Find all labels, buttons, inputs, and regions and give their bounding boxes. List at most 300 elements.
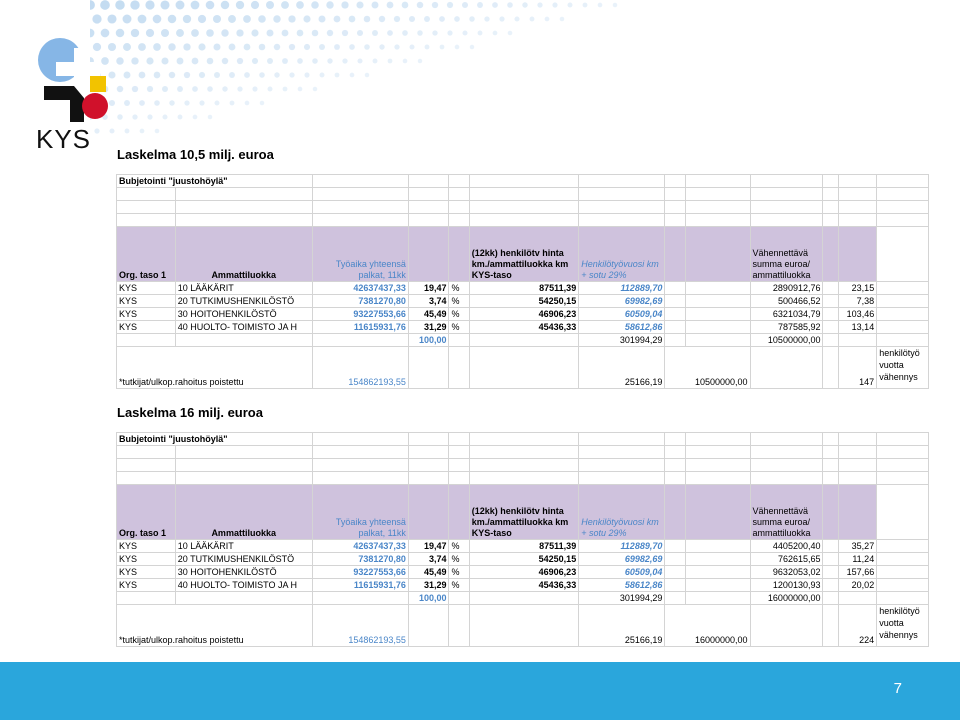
decorative-dot	[613, 3, 618, 8]
decorative-dot	[350, 73, 355, 78]
decorative-dot	[373, 59, 378, 64]
sheet-cell	[665, 188, 685, 201]
org-cell: KYS	[117, 566, 176, 579]
total-personyear: 301994,29	[579, 592, 665, 605]
sheet-cell	[665, 472, 685, 485]
decorative-dot	[228, 15, 236, 23]
footer-personyear: 25166,19	[579, 605, 665, 647]
budget-label-row	[117, 433, 929, 446]
percent-cell: 31,29	[408, 321, 449, 334]
class-cell: 10 LÄÄKÄRIT	[175, 282, 312, 295]
sheet-cell	[449, 605, 469, 647]
decorative-dot	[320, 73, 325, 78]
sheet-cell	[449, 472, 469, 485]
decorative-dot	[327, 58, 332, 63]
sheet-cell	[823, 579, 838, 592]
sheet-cell	[665, 334, 685, 347]
decorative-dot	[560, 17, 565, 22]
decorative-dot	[139, 100, 145, 106]
sheet-cell	[685, 334, 750, 347]
sheet-cell	[838, 472, 877, 485]
sheet-cell	[877, 459, 929, 472]
decorative-dot	[115, 0, 125, 10]
decorative-dot	[507, 2, 513, 8]
reduction-cell: 1200130,93	[750, 579, 823, 592]
decorative-dot	[214, 100, 219, 105]
personyear-cell: 60509,04	[579, 308, 665, 321]
header-class: Ammattiluokka	[175, 485, 312, 540]
data-row	[117, 321, 929, 334]
decorative-dot	[454, 16, 460, 22]
sheet-cell	[823, 592, 838, 605]
sheet-cell	[750, 472, 823, 485]
sheet-cell	[579, 472, 665, 485]
sheet-cell	[877, 553, 929, 566]
header-personyear: Henkilötyövuosi km + sotu 29%	[579, 227, 665, 282]
sheet-cell	[685, 201, 750, 214]
sheet-cell	[117, 459, 176, 472]
decorative-dot	[440, 45, 445, 50]
decorative-dot	[199, 100, 204, 105]
decorative-dot	[213, 15, 221, 23]
decorative-dot	[274, 44, 280, 50]
decorative-dot	[462, 30, 467, 35]
decorative-dot	[230, 101, 235, 106]
decorative-dot	[184, 72, 190, 78]
sheet-cell	[685, 295, 750, 308]
decorative-dot	[229, 44, 236, 51]
salary-cell: 93227553,66	[312, 308, 408, 321]
decorative-dot	[304, 44, 310, 50]
decorative-dot	[342, 30, 348, 36]
percent-unit-cell: %	[449, 579, 469, 592]
footer-count: 147	[838, 347, 877, 389]
sheet-cell	[408, 446, 449, 459]
decorative-dot	[394, 44, 399, 49]
decorative-dot	[123, 43, 131, 51]
sheet-cell	[665, 227, 685, 282]
decorative-dot	[161, 29, 169, 37]
sheet-cell	[685, 433, 750, 446]
decorative-dot	[327, 30, 333, 36]
sheet-cell	[665, 295, 685, 308]
decorative-dot	[169, 72, 175, 78]
sheet-cell	[449, 175, 469, 188]
class-cell: 30 HOITOHENKILÖSTÖ	[175, 566, 312, 579]
header-worktime: Työaika yhteensä palkat, 11kk	[312, 227, 408, 282]
sheet-cell	[665, 446, 685, 459]
sheet-cell	[823, 433, 838, 446]
decorative-dot	[387, 30, 393, 36]
decorative-dot	[312, 30, 319, 37]
percent-cell: 19,47	[408, 282, 449, 295]
percent-unit-cell: %	[449, 553, 469, 566]
salary-cell: 11615931,76	[312, 321, 408, 334]
decorative-dot	[116, 29, 125, 38]
decorative-dot	[259, 44, 266, 51]
sheet-cell	[823, 188, 838, 201]
decorative-dot	[552, 2, 557, 7]
decorative-dot	[252, 58, 258, 64]
sheet-cell	[408, 472, 449, 485]
decorative-dot	[244, 44, 251, 51]
decorative-dot	[289, 72, 294, 77]
sheet-cell	[469, 175, 578, 188]
decorative-dot	[245, 101, 250, 106]
percent-unit-cell: %	[449, 308, 469, 321]
decorative-dot	[522, 2, 527, 7]
decorative-dot	[484, 16, 489, 21]
section-title-1: Laskelma 10,5 milj. euroa	[117, 147, 274, 162]
footer-amount: 10500000,00	[665, 347, 750, 389]
decorative-dot	[478, 31, 483, 36]
decorative-dot	[297, 30, 304, 37]
decorative-dot	[357, 58, 362, 63]
header-org: Org. taso 1	[117, 485, 176, 540]
sheet-cell	[685, 553, 750, 566]
sheet-cell	[877, 188, 929, 201]
decorative-dot	[206, 1, 215, 10]
data-row	[117, 282, 929, 295]
sheet-cell	[750, 605, 823, 647]
decorative-dot	[117, 114, 122, 119]
sheet-cell	[312, 433, 408, 446]
sheet-cell	[685, 227, 750, 282]
decorative-dot	[267, 58, 273, 64]
decorative-dot	[455, 45, 460, 50]
sheet-cell	[408, 201, 449, 214]
sheet-cell	[665, 553, 685, 566]
decorative-dot	[379, 16, 385, 22]
decorative-dot	[266, 29, 273, 36]
sheet-cell	[685, 321, 750, 334]
sheet-cell	[469, 446, 578, 459]
decorative-dot	[493, 31, 498, 36]
sheet-cell	[838, 446, 877, 459]
decorative-dot	[183, 43, 190, 50]
sheet-cell	[408, 214, 449, 227]
sheet-cell	[877, 472, 929, 485]
footer-row	[117, 605, 929, 647]
decorative-dot	[221, 1, 229, 9]
sheet-cell	[750, 433, 823, 446]
decorative-dot	[514, 16, 519, 21]
price-cell: 46906,23	[469, 566, 578, 579]
sheet-cell	[750, 188, 823, 201]
decorative-dot	[418, 59, 423, 64]
decorative-dot	[379, 44, 384, 49]
decorative-dot	[303, 15, 310, 22]
sheet-cell	[823, 553, 838, 566]
decorative-dot	[162, 86, 168, 92]
decorative-dot	[297, 58, 303, 64]
sheet-cell	[408, 188, 449, 201]
sheet-cell	[665, 540, 685, 553]
decorative-dot	[131, 57, 138, 64]
decorative-dot	[357, 30, 363, 36]
decorative-dot	[154, 72, 161, 79]
reduction-cell: 2890912,76	[750, 282, 823, 295]
sheet-cell	[685, 188, 750, 201]
decorative-dot	[439, 16, 445, 22]
decorative-dot	[222, 86, 227, 91]
decorative-dot	[304, 72, 309, 77]
decorative-dot	[139, 72, 146, 79]
decorative-dot	[125, 129, 130, 134]
decorative-dot	[298, 87, 303, 92]
decorative-dot	[356, 1, 363, 8]
sheet-cell	[823, 334, 838, 347]
price-cell: 45436,33	[469, 321, 578, 334]
decorative-dot	[177, 86, 183, 92]
sheet-cell	[877, 433, 929, 446]
sheet-cell	[838, 201, 877, 214]
decorative-dot	[251, 1, 259, 9]
header-row	[117, 485, 929, 540]
sheet-cell	[823, 214, 838, 227]
data-row	[117, 579, 929, 592]
sheet-cell	[117, 188, 176, 201]
decorative-dot	[432, 2, 438, 8]
sheet-cell	[117, 214, 176, 227]
decorative-dot	[244, 72, 250, 78]
personyear-cell: 58612,86	[579, 579, 665, 592]
header-price: (12kk) henkilötv hinta km./ammattiluokka km KYS-taso	[469, 227, 578, 282]
org-cell: KYS	[117, 308, 176, 321]
reduction-cell: 9632053,02	[750, 566, 823, 579]
decorative-dot	[334, 44, 340, 50]
decorative-dot	[138, 43, 146, 51]
sheet-cell	[449, 188, 469, 201]
org-cell: KYS	[117, 295, 176, 308]
footer-personyear: 25166,19	[579, 347, 665, 389]
org-cell: KYS	[117, 553, 176, 566]
sheet-cell	[117, 334, 176, 347]
sheet-cell	[312, 201, 408, 214]
decorative-dot	[191, 1, 200, 10]
sheet-cell	[823, 605, 838, 647]
sheet-cell	[877, 295, 929, 308]
sheet-cell	[877, 175, 929, 188]
sheet-cell	[469, 347, 578, 389]
sheet-cell	[823, 282, 838, 295]
decorative-dot	[100, 0, 110, 10]
sheet-cell	[838, 334, 877, 347]
decorative-dot	[341, 1, 348, 8]
header-worktime: Työaika yhteensä palkat, 11kk	[312, 485, 408, 540]
decorative-dot	[123, 15, 132, 24]
decorative-dot	[258, 15, 266, 23]
sheet-cell	[665, 566, 685, 579]
sheet-cell	[685, 579, 750, 592]
decorative-dot	[184, 100, 189, 105]
decorative-dot	[169, 100, 174, 105]
count-cell: 23,15	[838, 282, 877, 295]
decorative-dot	[199, 72, 205, 78]
decorative-dot	[107, 14, 116, 23]
sheet-cell	[823, 201, 838, 214]
sheet-cell	[312, 175, 408, 188]
sheet-cell	[750, 201, 823, 214]
count-cell: 20,02	[838, 579, 877, 592]
decorative-dot	[160, 0, 169, 9]
decorative-dot	[334, 16, 341, 23]
salary-cell: 11615931,76	[312, 579, 408, 592]
class-cell: 30 HOITOHENKILÖSTÖ	[175, 308, 312, 321]
sheet-cell	[408, 485, 449, 540]
sheet-cell	[665, 308, 685, 321]
class-cell: 40 HUOLTO- TOIMISTO JA H	[175, 321, 312, 334]
percent-cell: 19,47	[408, 540, 449, 553]
decorative-dot	[153, 15, 162, 24]
sheet-cell	[312, 592, 408, 605]
class-cell: 40 HUOLTO- TOIMISTO JA H	[175, 579, 312, 592]
decorative-dot	[153, 43, 161, 51]
decorative-dot	[191, 29, 199, 37]
sheet-cell	[469, 459, 578, 472]
count-cell: 13,14	[838, 321, 877, 334]
empty-row	[117, 459, 929, 472]
decorative-dot	[193, 115, 198, 120]
sheet-cell	[750, 214, 823, 227]
decorative-dot	[183, 15, 191, 23]
sheet-cell	[579, 201, 665, 214]
sheet-cell	[838, 592, 877, 605]
decorative-dot	[124, 100, 130, 106]
decorative-dot	[364, 16, 371, 23]
total-percent: 100,00	[408, 334, 449, 347]
price-cell: 54250,15	[469, 295, 578, 308]
decorative-dot	[530, 17, 535, 22]
salary-cell: 93227553,66	[312, 566, 408, 579]
class-cell: 10 LÄÄKÄRIT	[175, 540, 312, 553]
personyear-cell: 69982,69	[579, 553, 665, 566]
decorative-dot	[462, 2, 468, 8]
sheet-cell	[823, 566, 838, 579]
sheet-cell	[665, 459, 685, 472]
class-cell: 20 TUTKIMUSHENKILÖSTÖ	[175, 553, 312, 566]
decorative-dot	[273, 15, 280, 22]
sheet-cell	[449, 347, 469, 389]
footer-note: henkilötyö vuotta vähennys	[877, 347, 929, 389]
decorative-dot	[394, 16, 400, 22]
decorative-dot	[282, 58, 288, 64]
sheet-cell	[665, 579, 685, 592]
sheet-cell	[823, 227, 838, 282]
sheet-cell	[449, 459, 469, 472]
decorative-dot	[342, 58, 347, 63]
sheet-cell	[685, 459, 750, 472]
section-title-2: Laskelma 16 milj. euroa	[117, 405, 263, 420]
sheet-cell	[750, 446, 823, 459]
price-cell: 87511,39	[469, 282, 578, 295]
footer-salary: 154862193,55	[312, 605, 408, 647]
percent-unit-cell: %	[449, 566, 469, 579]
decorative-dot	[192, 86, 198, 92]
sheet-cell	[312, 188, 408, 201]
decorative-dot-pattern	[90, 0, 630, 150]
decorative-dot	[147, 86, 153, 92]
sheet-cell	[469, 433, 578, 446]
decorative-dot	[447, 30, 452, 35]
sheet-cell	[877, 592, 929, 605]
decorative-dot	[417, 2, 424, 9]
decorative-dot	[176, 29, 184, 37]
decorative-dot	[198, 43, 205, 50]
decorative-dot	[132, 86, 138, 92]
org-cell: KYS	[117, 321, 176, 334]
sheet-cell	[579, 433, 665, 446]
sheet-cell	[838, 433, 877, 446]
count-cell: 11,24	[838, 553, 877, 566]
footer-bar	[0, 662, 960, 720]
sheet-cell	[449, 485, 469, 540]
sheet-cell	[685, 592, 750, 605]
budget-table-2	[116, 432, 929, 647]
decorative-dot	[402, 2, 409, 9]
sheet-cell	[312, 472, 408, 485]
sheet-cell	[838, 175, 877, 188]
decorative-dot	[176, 1, 185, 10]
sheet-cell	[665, 214, 685, 227]
sheet-cell	[449, 334, 469, 347]
org-cell: KYS	[117, 282, 176, 295]
price-cell: 45436,33	[469, 579, 578, 592]
header-row	[117, 227, 929, 282]
sheet-cell	[449, 227, 469, 282]
decorative-dot	[545, 17, 550, 22]
data-row	[117, 566, 929, 579]
sheet-cell	[685, 566, 750, 579]
decorative-dot	[177, 58, 184, 65]
empty-row	[117, 188, 929, 201]
sheet-cell	[823, 347, 838, 389]
salary-cell: 7381270,80	[312, 553, 408, 566]
sheet-cell	[750, 459, 823, 472]
sheet-cell	[117, 446, 176, 459]
total-percent: 100,00	[408, 592, 449, 605]
decorative-dot	[207, 58, 214, 65]
decorative-dot	[567, 2, 572, 7]
percent-cell: 31,29	[408, 579, 449, 592]
decorative-dot	[409, 16, 415, 22]
header-org: Org. taso 1	[117, 227, 176, 282]
sheet-cell	[469, 334, 578, 347]
percent-unit-cell: %	[449, 321, 469, 334]
salary-cell: 7381270,80	[312, 295, 408, 308]
sheet-cell	[685, 540, 750, 553]
decorative-dot	[499, 16, 504, 21]
sheet-cell	[312, 459, 408, 472]
sheet-cell	[877, 214, 929, 227]
sheet-cell	[665, 201, 685, 214]
sheet-cell	[877, 334, 929, 347]
data-row	[117, 308, 929, 321]
sheet-cell	[823, 295, 838, 308]
sheet-cell	[175, 592, 312, 605]
sheet-cell	[449, 201, 469, 214]
footer-salary: 154862193,55	[312, 347, 408, 389]
sheet-cell	[469, 472, 578, 485]
empty-row	[117, 214, 929, 227]
sheet-cell	[469, 592, 578, 605]
decorative-dot	[213, 43, 220, 50]
sheet-cell	[579, 459, 665, 472]
decorative-dot	[140, 129, 145, 134]
sheet-cell	[117, 592, 176, 605]
decorative-dot	[130, 0, 139, 9]
sheet-cell	[408, 175, 449, 188]
